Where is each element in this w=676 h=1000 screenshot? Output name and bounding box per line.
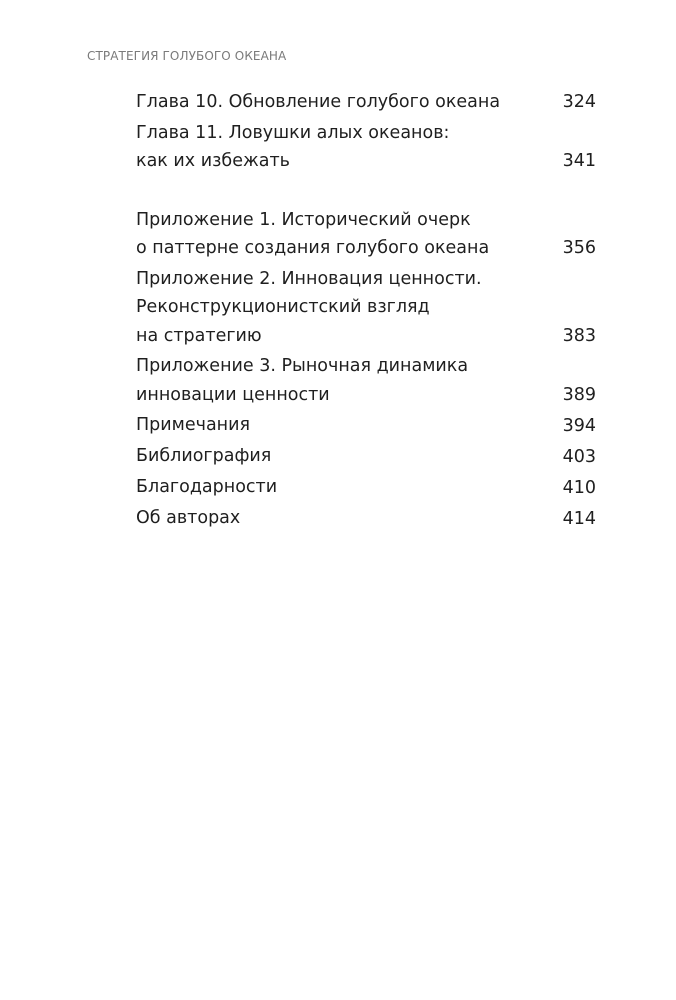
toc-entry-appendix-3 (136, 352, 596, 409)
running-header: СТРАТЕГИЯ ГОЛУБОГО ОКЕАНА (87, 49, 287, 63)
toc-entry-title-continued: инновации ценности (136, 384, 330, 405)
toc-entry-notes (136, 411, 596, 440)
toc-entry-title: Примечания (136, 415, 251, 435)
toc-entry-chapter-10 (136, 88, 596, 117)
toc-entry-title: Об авторах (136, 508, 241, 528)
toc-entry-acknowledgments (136, 473, 596, 502)
toc-entry-page: 383 (562, 325, 596, 346)
toc-entry-title-continued: о паттерне создания голубого океана (136, 238, 490, 258)
toc-entry-title: Приложение 2. Инновация ценности. (136, 268, 482, 289)
toc-entry-title: Библиография (136, 446, 272, 466)
toc-entry-title: Глава 11. Ловушки алых океанов: (136, 122, 450, 143)
toc-entry-page: 394 (562, 415, 596, 436)
toc-entry-appendix-2 (136, 265, 596, 351)
toc-entry-bibliography (136, 442, 596, 471)
toc-entry-page: 341 (562, 151, 596, 171)
toc-entry-page: 389 (562, 384, 596, 405)
toc-entry-page: 324 (562, 92, 596, 112)
toc-entry-page: 403 (562, 446, 596, 467)
toc-entry-page: 414 (562, 508, 596, 529)
toc-entry-title-continued: как их избежать (136, 151, 290, 171)
toc-entry-title: Глава 10. Обновление голубого океана (136, 92, 501, 112)
toc-entry-title-continued: на стратегию (136, 325, 262, 346)
toc-entry-title: Благодарности (136, 477, 278, 497)
toc-entry-title: Приложение 1. Исторический очерк (136, 209, 471, 230)
toc-entry-page: 356 (562, 238, 596, 258)
toc-entry-page: 410 (562, 477, 596, 498)
toc-entry-chapter-11 (136, 119, 596, 176)
table-of-contents (136, 86, 596, 533)
toc-entry-appendix-1 (136, 206, 596, 263)
toc-entry-title: Приложение 3. Рыночная динамика (136, 356, 469, 376)
toc-entry-about-authors (136, 504, 596, 533)
toc-entry-title-continued: Реконструкционистский взгляд (136, 297, 430, 317)
